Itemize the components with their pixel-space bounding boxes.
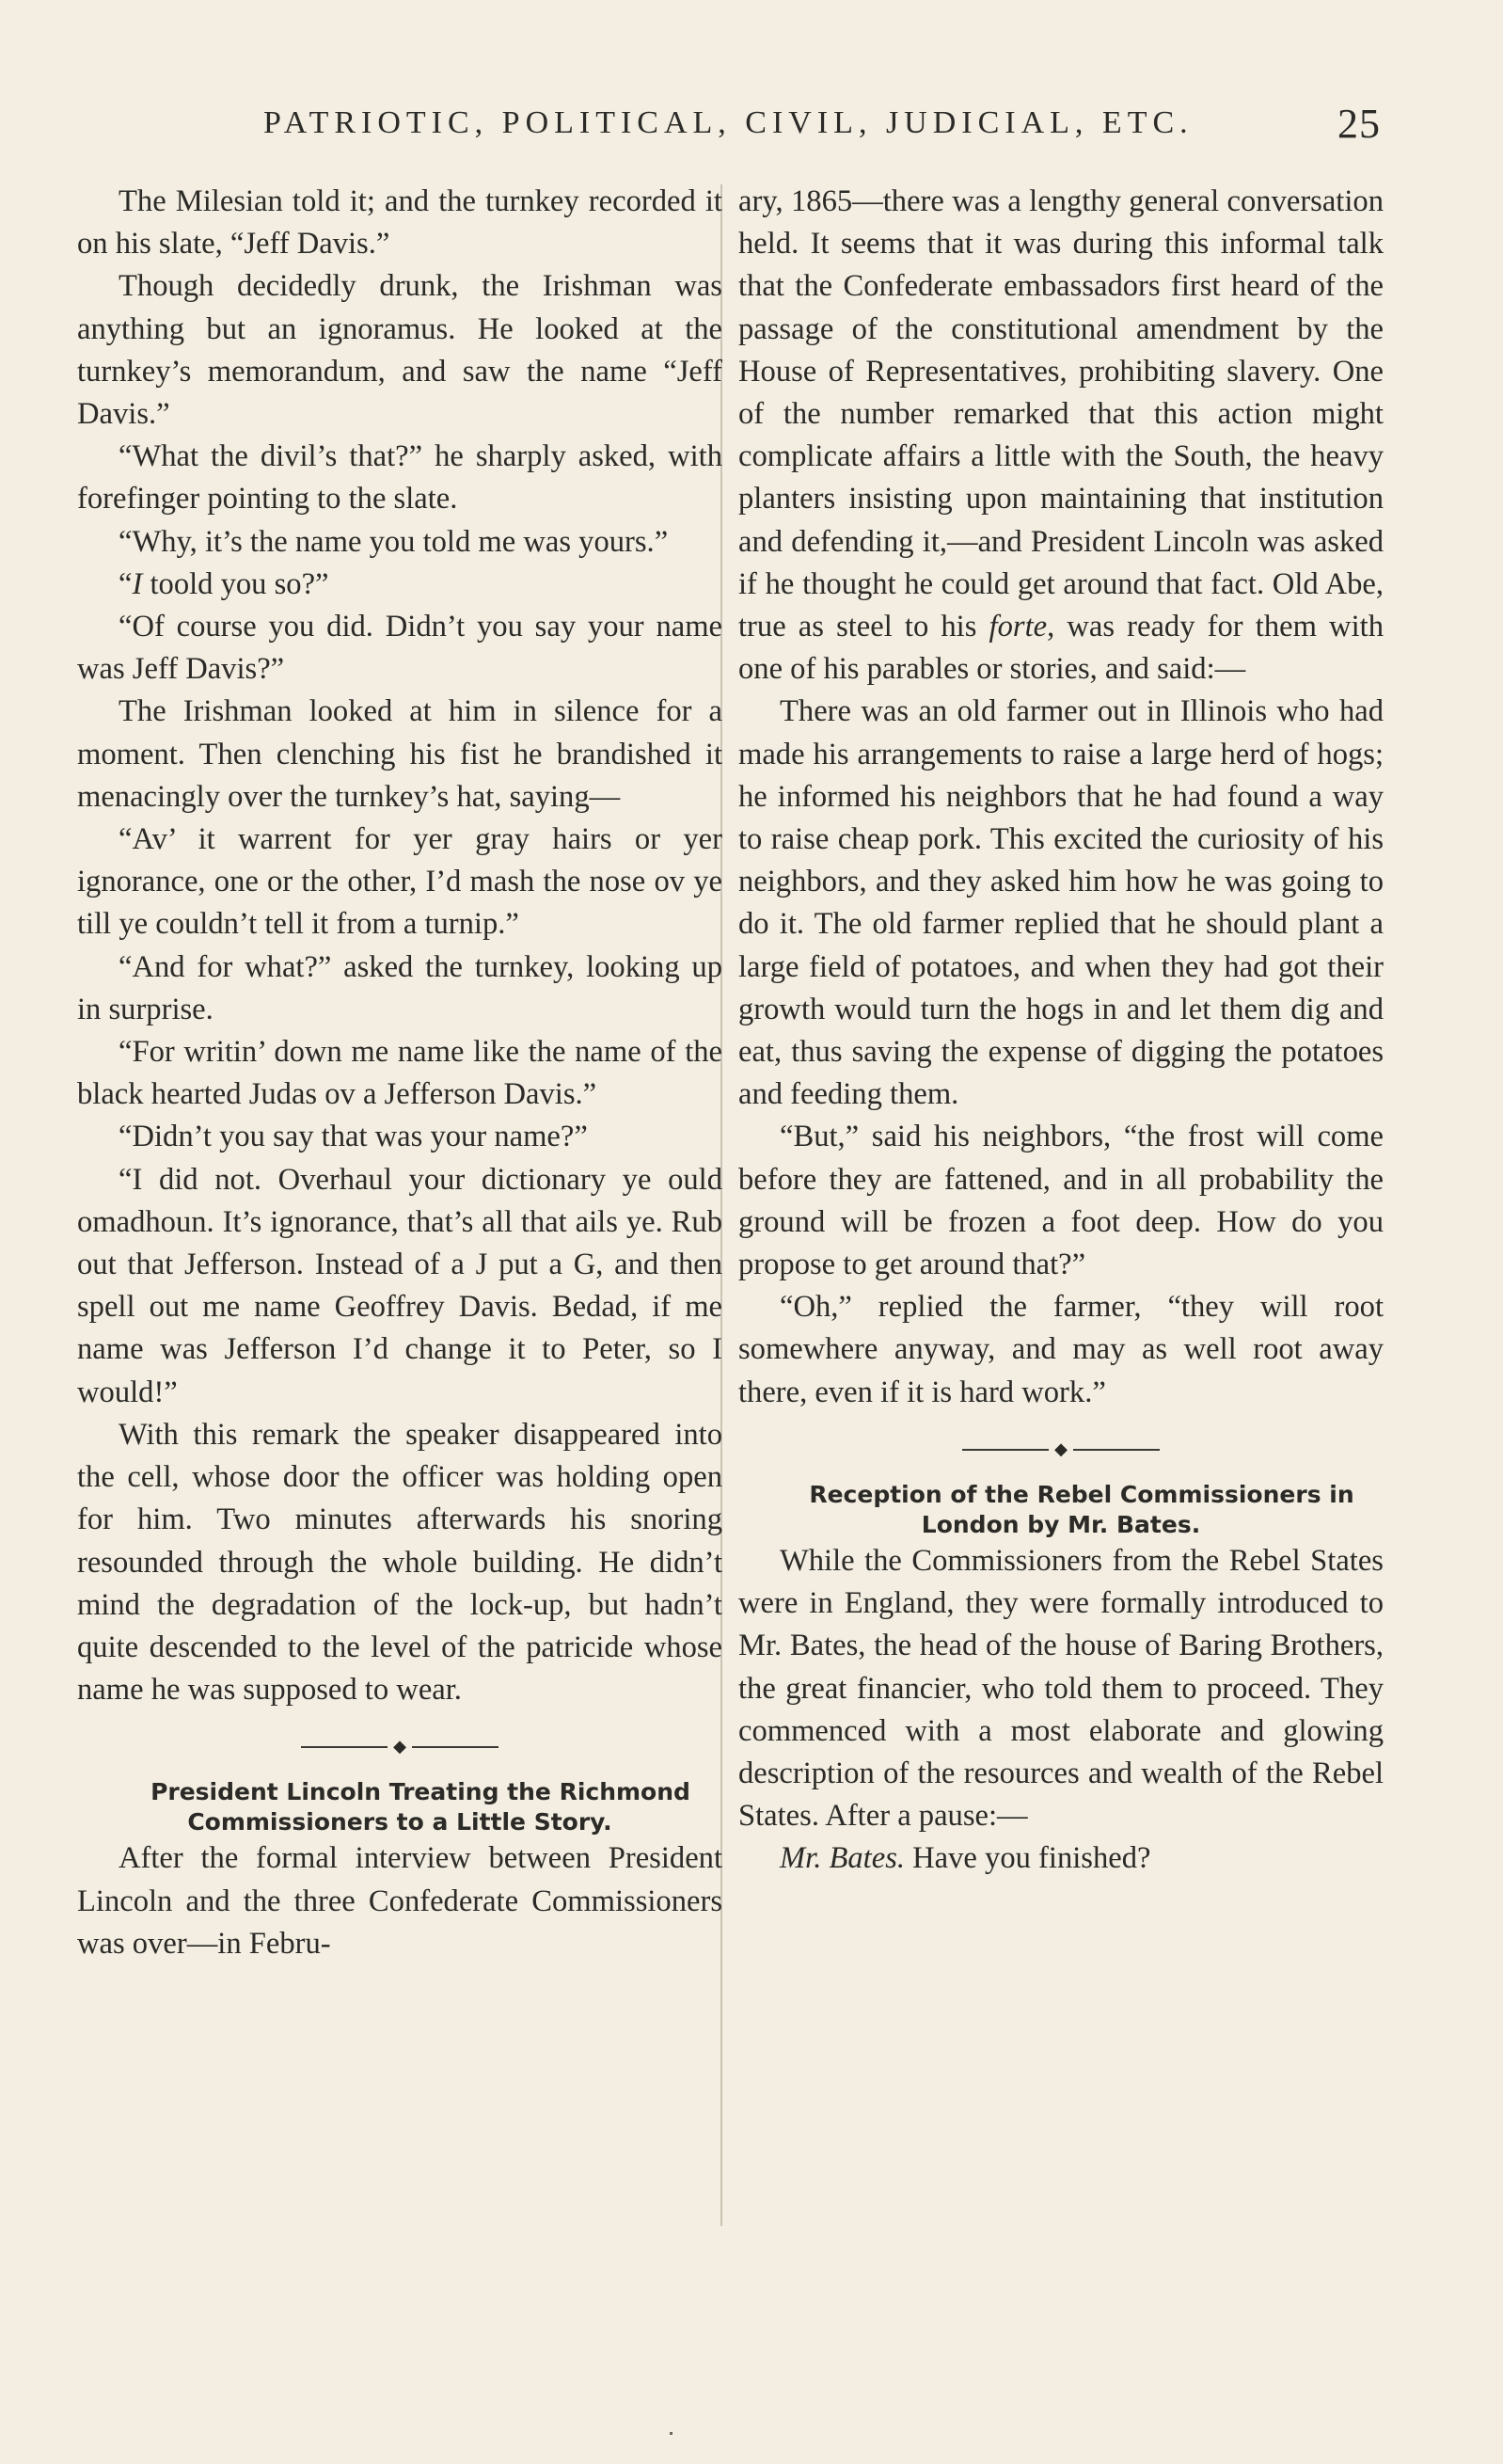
separator-ornament: ◆: [388, 1737, 412, 1756]
paragraph: The Milesian told it; and the turnkey recorded it on his slate, “Jeff Davis.”: [77, 184, 722, 262]
separator-ornament: ◆: [1049, 1439, 1073, 1458]
paragraph: “Of course you did. Didn’t you say your name was Jeff Davis?”: [77, 610, 722, 687]
left-column: [77, 181, 722, 1965]
right-column: [738, 181, 1384, 1881]
running-title: PATRIOTIC, POLITICAL, CIVIL, JUDICIAL, ETC.: [263, 105, 1194, 140]
paragraph: After the formal interview between President Lincoln and the three Confederate Commissioners was over—in Febru-: [77, 1841, 722, 1961]
paragraph: With this remark the speaker disappeared into the cell, whose door the officer was holding open for him. Two minutes afterwards his snoring resounded through the whole building. He didn’t mind the degradation of the lock-up, but hadn’t quite descended to the level of the patricide whose name he was supposed to wear.: [77, 1417, 722, 1708]
speaker-name: Mr. Bates.: [780, 1841, 906, 1876]
section-heading: Reception of the Rebel Commissioners in London by Mr. Bates.: [809, 1480, 1354, 1538]
paragraph: “But,” said his neighbors, “the frost will come before they are fattened, and in all probability the ground will be frozen a foot deep. How do you propose to get around that?”: [738, 1120, 1384, 1282]
section-heading: President Lincoln Treating the Richmond Commissioners to a Little Story.: [150, 1778, 690, 1836]
paragraph-text: ary, 1865—there was a lengthy general conversation held. It seems that it was during this informal talk that the Confederate embassadors first heard of the passage of the constitutional amendment by the House of Representatives, prohibiting slavery. One of the number remarked that this action might complicate affairs a little with the South, the heavy planters insisting upon maintaining that institution and defending it,—and President Lincoln was asked if he thought he could get around that fact. Old Abe, true as steel to his: [738, 184, 1384, 644]
print-speck: [670, 2432, 672, 2435]
section-separator: [962, 1440, 1160, 1457]
page-number: 25: [1337, 101, 1381, 147]
paragraph: The Irishman looked at him in silence for a moment. Then clenching his fist he brandished it menacingly over the turnkey’s hat, saying—: [77, 694, 722, 814]
emphasis: forte: [989, 610, 1048, 644]
quote-mark: “: [119, 566, 133, 601]
paragraph: While the Commissioners from the Rebel States were in England, they were formally introduced to Mr. Bates, the head of the house of Baring Brothers, the great financier, who told them to proceed. They commenced with a most elaborate and glowing description of the resources and wealth of the Rebel States. After a pause:—: [738, 1543, 1384, 1834]
emphasis: I: [132, 566, 143, 601]
paragraph-text: Have you finished?: [905, 1841, 1151, 1876]
paragraph: “For writin’ down me name like the name of the black hearted Judas ov a Jefferson Davis.”: [77, 1035, 722, 1112]
paragraph: [738, 1837, 1384, 1880]
paragraph-text: , was ready for them with one of his parables or stories, and said:—: [738, 610, 1384, 687]
paragraph: “Av’ it warrent for yer gray hairs or yer ignorance, one or the other, I’d mash the nose ov ye till ye couldn’t tell it from a turnip.”: [77, 822, 722, 942]
paragraph-text: toold you so?”: [142, 566, 329, 601]
paragraph: [738, 181, 1384, 691]
paragraph: “Why, it’s the name you told me was yours.”: [119, 524, 669, 559]
paragraph: “What the divil’s that?” he sharply asked, with forefinger pointing to the slate.: [77, 439, 722, 517]
paragraph: “Didn’t you say that was your name?”: [119, 1120, 588, 1154]
paragraph: “And for what?” asked the turnkey, looking up in surprise.: [77, 949, 722, 1026]
paragraph: There was an old farmer out in Illinois who had made his arrangements to raise a large herd of hogs; he informed his neighbors that he had found a way to raise cheap pork. This excited the curiosity of his neighbors, and they asked him how he was going to do it. The old farmer replied that he should plant a large field of potatoes, and when they had got their growth would turn the hogs in and let them dig and eat, thus saving the expense of digging the potatoes and feeding them.: [738, 694, 1384, 1112]
paragraph: Though decidedly drunk, the Irishman was anything but an ignoramus. He looked at the turnkey’s memorandum, and saw the name “Jeff Davis.”: [77, 269, 722, 432]
paragraph: “Oh,” replied the farmer, “they will root somewhere anyway, and may as well root away there, even if it is hard work.”: [738, 1290, 1384, 1409]
paragraph: “I did not. Overhaul your dictionary ye ould omadhoun. It’s ignorance, that’s all that ails ye. Rub out that Jefferson. Instead of a J put a G, and then spell out me name Geoffrey Davis. Bedad, if me name was Jefferson I’d change it to Peter, so I would!”: [77, 1162, 722, 1409]
section-separator: [301, 1738, 498, 1755]
paragraph: [77, 564, 722, 606]
